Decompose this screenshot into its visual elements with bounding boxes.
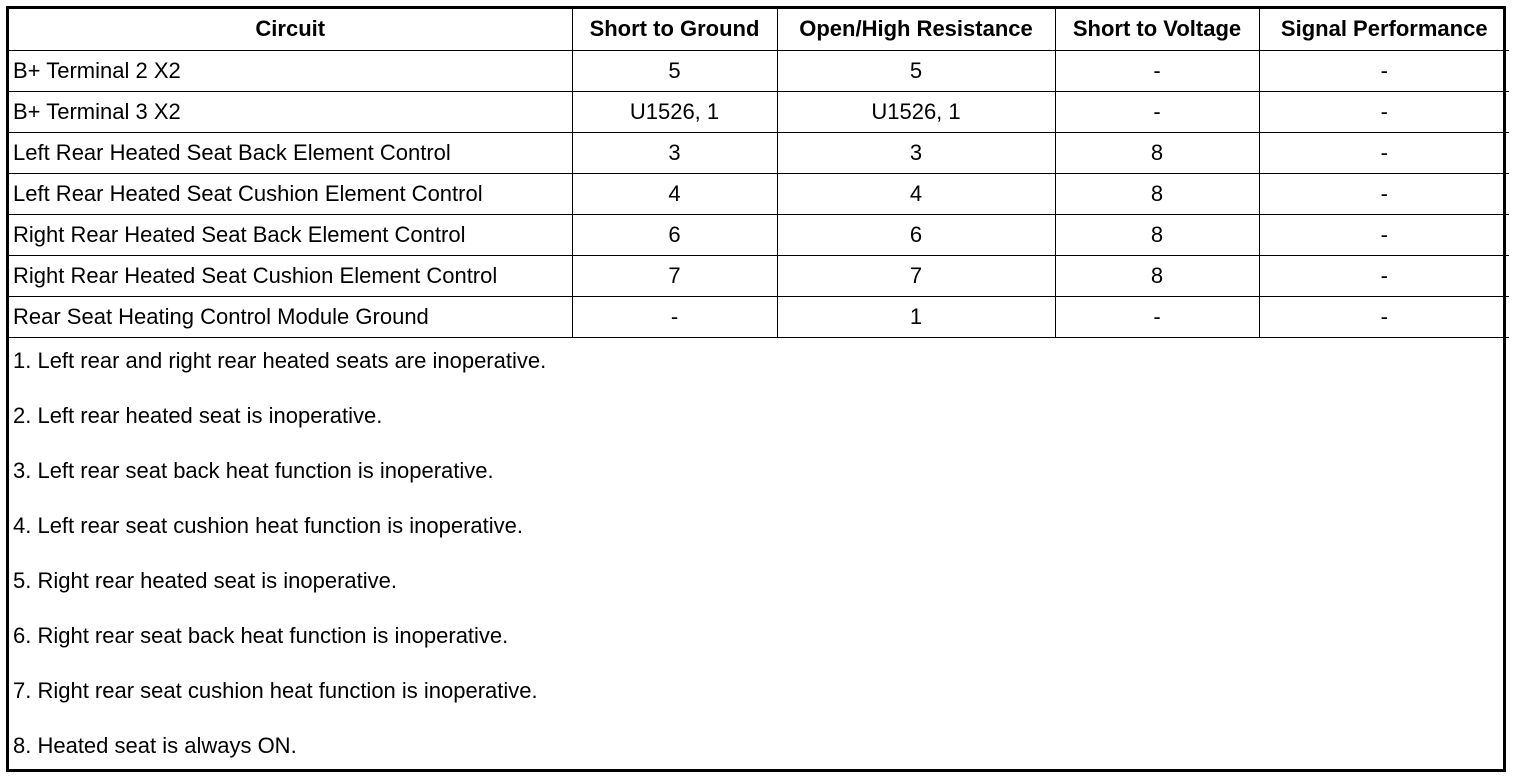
table-row xyxy=(9,50,1509,91)
cell-circuit: Left Rear Heated Seat Cushion Element Control xyxy=(9,173,572,214)
table-row xyxy=(9,255,1509,296)
column-header-circuit: Circuit xyxy=(9,9,572,50)
cell-short-to-voltage: 8 xyxy=(1055,214,1259,255)
cell-short-to-voltage: - xyxy=(1055,91,1259,132)
footnote: 4. Left rear seat cushion heat function is inoperative. xyxy=(13,512,523,538)
cell-short-to-ground: 5 xyxy=(572,50,777,91)
footnote: 8. Heated seat is always ON. xyxy=(13,732,297,758)
cell-short-to-voltage: 8 xyxy=(1055,132,1259,173)
cell-signal-performance: - xyxy=(1259,50,1509,91)
diagnostic-document xyxy=(6,6,1506,772)
table-row xyxy=(9,91,1509,132)
table-row xyxy=(9,296,1509,337)
cell-signal-performance: - xyxy=(1259,214,1509,255)
footnotes xyxy=(9,338,1503,784)
cell-signal-performance: - xyxy=(1259,91,1509,132)
footnote: 2. Left rear heated seat is inoperative. xyxy=(13,402,383,428)
footnote: 6. Right rear seat back heat function is inoperative. xyxy=(13,622,509,648)
cell-signal-performance: - xyxy=(1259,173,1509,214)
cell-circuit: Left Rear Heated Seat Back Element Control xyxy=(9,132,572,173)
cell-short-to-ground: 4 xyxy=(572,173,777,214)
cell-open-high-resistance: 1 xyxy=(777,296,1055,337)
cell-circuit: Right Rear Heated Seat Cushion Element Control xyxy=(9,255,572,296)
cell-open-high-resistance: 4 xyxy=(777,173,1055,214)
table-header-row xyxy=(9,9,1509,50)
footnote: 7. Right rear seat cushion heat function is inoperative. xyxy=(13,677,538,703)
cell-open-high-resistance: 5 xyxy=(777,50,1055,91)
cell-short-to-ground: 6 xyxy=(572,214,777,255)
cell-open-high-resistance: 6 xyxy=(777,214,1055,255)
table-row xyxy=(9,132,1509,173)
cell-short-to-ground: U1526, 1 xyxy=(572,91,777,132)
cell-short-to-voltage: - xyxy=(1055,296,1259,337)
column-header-signal-performance: Signal Performance xyxy=(1259,9,1509,50)
column-header-open-high-resistance: Open/High Resistance xyxy=(777,9,1055,50)
table-row xyxy=(9,214,1509,255)
cell-circuit: B+ Terminal 2 X2 xyxy=(9,50,572,91)
table-row xyxy=(9,173,1509,214)
cell-short-to-voltage: 8 xyxy=(1055,173,1259,214)
cell-circuit: B+ Terminal 3 X2 xyxy=(9,91,572,132)
footnote: 1. Left rear and right rear heated seats are inoperative. xyxy=(13,347,547,373)
cell-circuit: Right Rear Heated Seat Back Element Control xyxy=(9,214,572,255)
cell-short-to-voltage: 8 xyxy=(1055,255,1259,296)
cell-short-to-voltage: - xyxy=(1055,50,1259,91)
cell-signal-performance: - xyxy=(1259,255,1509,296)
cell-open-high-resistance: 3 xyxy=(777,132,1055,173)
column-header-short-to-ground: Short to Ground xyxy=(572,9,777,50)
cell-signal-performance: - xyxy=(1259,132,1509,173)
footnote: 5. Right rear heated seat is inoperative. xyxy=(13,567,398,593)
cell-short-to-ground: 3 xyxy=(572,132,777,173)
cell-circuit: Rear Seat Heating Control Module Ground xyxy=(9,296,572,337)
footnote: 3. Left rear seat back heat function is inoperative. xyxy=(13,457,494,483)
cell-open-high-resistance: U1526, 1 xyxy=(777,91,1055,132)
column-header-short-to-voltage: Short to Voltage xyxy=(1055,9,1259,50)
cell-signal-performance: - xyxy=(1259,296,1509,337)
cell-short-to-ground: 7 xyxy=(572,255,777,296)
circuit-fault-table xyxy=(9,9,1509,338)
cell-open-high-resistance: 7 xyxy=(777,255,1055,296)
cell-short-to-ground: - xyxy=(572,296,777,337)
